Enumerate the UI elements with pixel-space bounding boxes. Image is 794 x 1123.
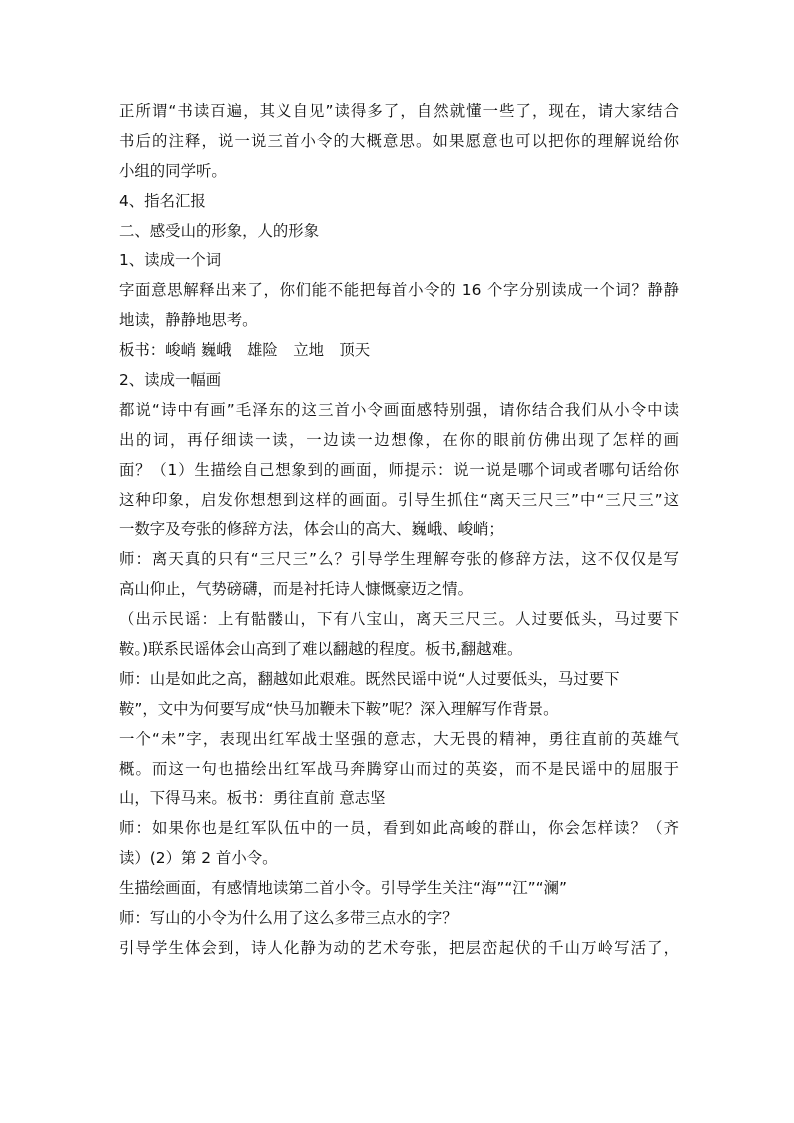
lesson-text <box>119 97 679 964</box>
text-line: 这种印象，启发你想想到这样的画面。引导生抓住“离天三尺三”中“三尺三”这 <box>119 490 679 509</box>
text-line: 师：离天真的只有“三尺三”么？引导学生理解夸张的修辞方法，这不仅仅是写 <box>119 550 679 569</box>
subsection-heading: 2、读成一幅画 <box>119 371 222 390</box>
text-line: 出的词，再仔细读一读，一边读一边想像，在你的眼前仿佛出现了怎样的画 <box>119 430 679 449</box>
text-line: 都说“诗中有画”毛泽东的这三首小令画面感特别强，请你结合我们从小令中读 <box>119 400 679 419</box>
text-line: 字面意思解释出来了，你们能不能把每首小令的 16 个字分别读成一个词？静静 <box>119 281 679 300</box>
text-line: 引导学生体会到，诗人化静为动的艺术夸张，把层峦起伏的千山万岭写活了， <box>119 938 679 957</box>
text-line: 小组的同学听。 <box>119 161 227 180</box>
text-line: 一个“未”字，表现出红军战士坚强的意志，大无畏的精神，勇往直前的英雄气 <box>119 729 679 748</box>
text-line: 生描绘画面，有感情地读第二首小令。引导学生关注“海”“江”“澜” <box>119 879 567 898</box>
text-line: 地读，静静地思考。 <box>119 311 258 330</box>
text-line: （出示民谣：上有骷髅山，下有八宝山，离天三尺三。人过要低头，马过要下 <box>119 610 679 629</box>
text-line: 高山仰止，气势磅礴，而是衬托诗人慷慨豪迈之情。 <box>119 580 473 599</box>
board-notes: 板书：峻峭 巍峨 雄险 立地 顶天 <box>119 341 371 360</box>
section-heading: 二、感受山的形象，人的形象 <box>119 221 320 240</box>
text-line: 师：如果你也是红军队伍中的一员，看到如此高峻的群山，你会怎样读？（齐 <box>119 819 679 838</box>
text-line: 读）(2）第 2 首小令。 <box>119 849 278 868</box>
text-line: 师：写山的小令为什么用了这么多带三点水的字？ <box>119 909 458 928</box>
list-item: 4、指名汇报 <box>119 191 206 210</box>
board-notes: 山，下得马来。板书：勇往直前 意志坚 <box>119 789 386 808</box>
text-line: 一数字及夸张的修辞方法，体会山的高大、巍峨、峻峭； <box>119 520 504 539</box>
text-line: 面？（1）生描绘自己想象到的画面，师提示：说一说是哪个词或者哪句话给你 <box>119 460 679 479</box>
text-line: 正所谓“书读百遍，其义自见”读得多了，自然就懂一些了，现在，请大家结合 <box>119 102 679 120</box>
text-line: 师：山是如此之高，翻越如此艰难。既然民谣中说“人过要低头，马过要下 <box>119 669 620 688</box>
text-line: 概。而这一句也描绘出红军战马奔腾穿山而过的英姿，而不是民谣中的屈服于 <box>119 759 679 778</box>
subsection-heading: 1、读成一个词 <box>119 251 222 270</box>
text-line: 鞍。)联系民谣体会山高到了难以翻越的程度。板书,翻越难。 <box>119 640 523 659</box>
text-line: 书后的注释，说一说三首小令的大概意思。如果愿意也可以把你的理解说给你 <box>119 131 679 150</box>
text-line: 鞍”，文中为何要写成“快马加鞭未下鞍”呢？深入理解写作背景。 <box>119 699 559 718</box>
